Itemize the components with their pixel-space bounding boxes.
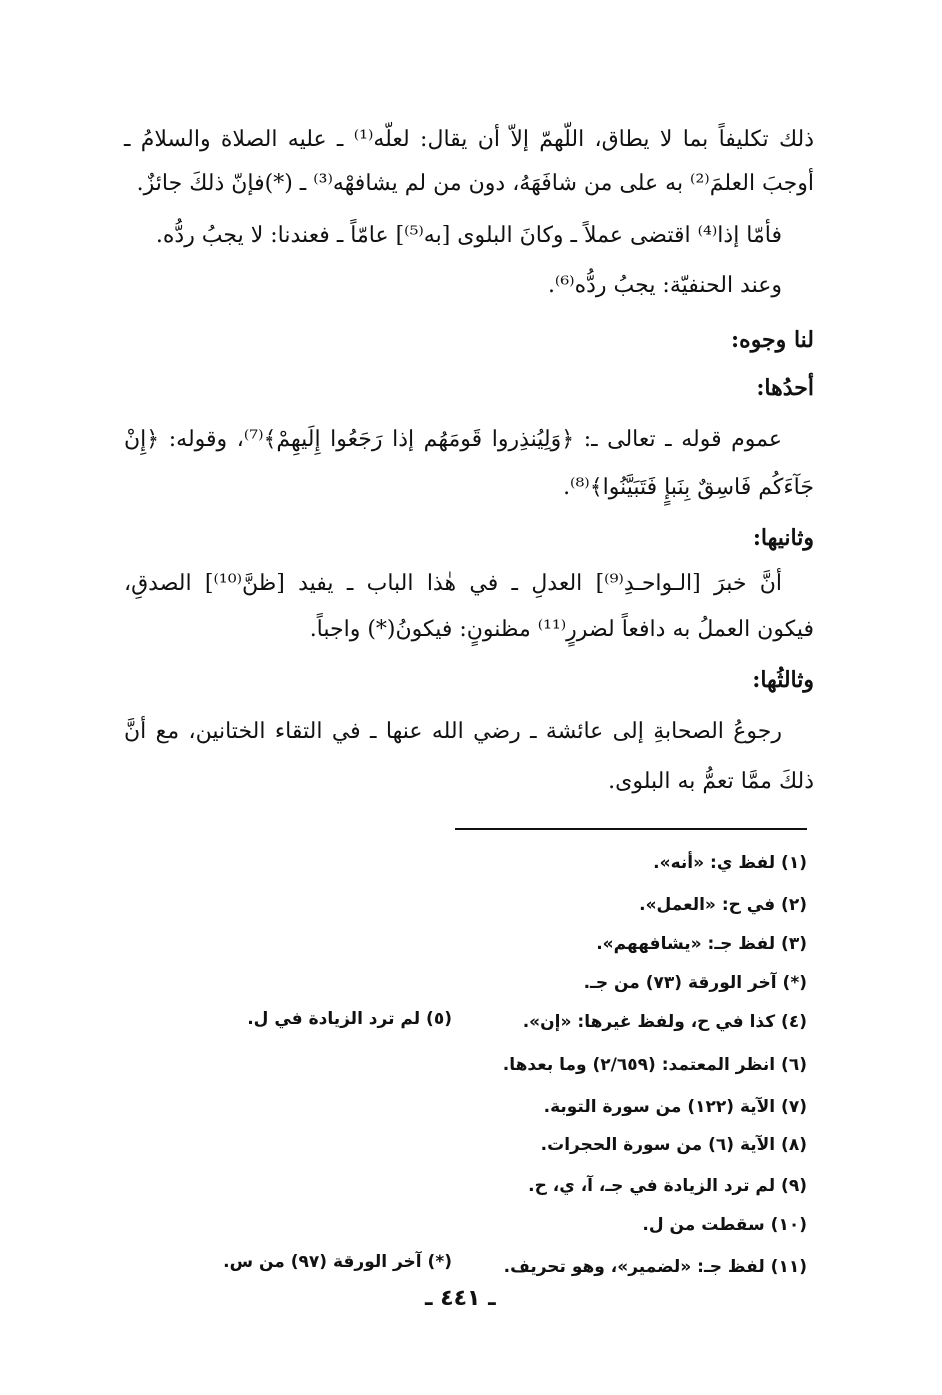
footnote-9: (٩) لم ترد الزيادة في جـ، آ، ي، ح. — [528, 1176, 807, 1196]
heading-our-reasons: لنا وجوه: — [731, 327, 814, 353]
footnote-7: (٧) الآية (١٢٢) من سورة التوبة. — [543, 1097, 807, 1117]
section3-line-2: ذلكَ ممَّا تعمُّ به البلوى. — [608, 769, 814, 794]
footnote-1: (١) لفظ ي: «أنه». — [653, 853, 807, 873]
footnote-divider — [455, 828, 807, 830]
footnote-star-97: (*) آخر الورقة (٩٧) من س. — [223, 1252, 452, 1272]
page-number: ـ ٤٤١ ـ — [425, 1286, 496, 1311]
body-line-1: ذلك تكليفاً بما لا يطاق، اللّهمّ إلاّ أن يقال: لعلّه⁽¹⁾ ـ عليه الصلاة والسلامُ ـ — [124, 127, 814, 152]
body-line-2: أوجبَ العلمَ⁽²⁾ به على من شافَهَهُ، دون من لم يشافهْه⁽³⁾ ـ (*)فإنّ ذلكَ جائزٌ. — [136, 171, 814, 196]
footnote-star-73: (*) آخر الورقة (٧٣) من جـ. — [583, 973, 807, 993]
section3-line-1: رجوعُ الصحابةِ إلى عائشة ـ رضي الله عنها ـ في التقاء الختانين، مع أنَّ — [124, 719, 782, 744]
footnote-5: (٥) لم ترد الزيادة في ل. — [247, 1009, 452, 1029]
section2-line-2: فيكون العملُ به دافعاً لضررٍ⁽¹¹⁾ مظنونٍ: فيكونُ(*) واجباً. — [309, 617, 814, 642]
section2-line-1: أنَّ خبرَ [الـواحـدِ⁽⁹⁾] العدلِ ـ في هٰذا الباب ـ يفيد [ظنَّ⁽¹⁰⁾] الصدقِ، — [124, 571, 783, 596]
footnote-10: (١٠) سقطت من ل. — [642, 1215, 807, 1235]
footnote-11: (١١) لفظ جـ: «لضمير»، وهو تحريف. — [503, 1257, 807, 1277]
section1-line-1: عموم قوله ـ تعالى ـ: ﴿وَلِيُنذِروا قَومَهُم إذا رَجَعُوا إِلَيهِمْ﴾⁽⁷⁾، وقوله: ﴿إِنْ — [124, 427, 782, 452]
footnote-6: (٦) انظر المعتمد: (٢/٦٥٩) وما بعدها. — [502, 1055, 807, 1075]
footnote-4: (٤) كذا في ح، ولفظ غيرها: «إن». — [522, 1012, 807, 1032]
body-line-3: فأمّا إذا⁽⁴⁾ اقتضى عملاً ـ وكانَ البلوى [به⁽⁵⁾] عامّاً ـ فعندنا: لا يجبُ ردُّه. — [155, 223, 782, 248]
heading-second: وثانيها: — [752, 525, 814, 551]
footnote-8: (٨) الآية (٦) من سورة الحجرات. — [540, 1135, 807, 1155]
heading-third: وثالثُها: — [752, 667, 814, 693]
footnote-3: (٣) لفظ جـ: «يشافههم». — [596, 934, 807, 954]
section1-line-2: جَآءَكُم فَاسِقٌ بِنَبإٍ فَتَبَيَّنُوا﴾⁽⁸⁾. — [563, 475, 814, 500]
footnote-2: (٢) في ح: «العمل». — [639, 895, 807, 915]
body-line-4: وعند الحنفيّة: يجبُ ردُّه⁽⁶⁾. — [547, 273, 782, 298]
heading-first: أحدُها: — [756, 375, 814, 401]
